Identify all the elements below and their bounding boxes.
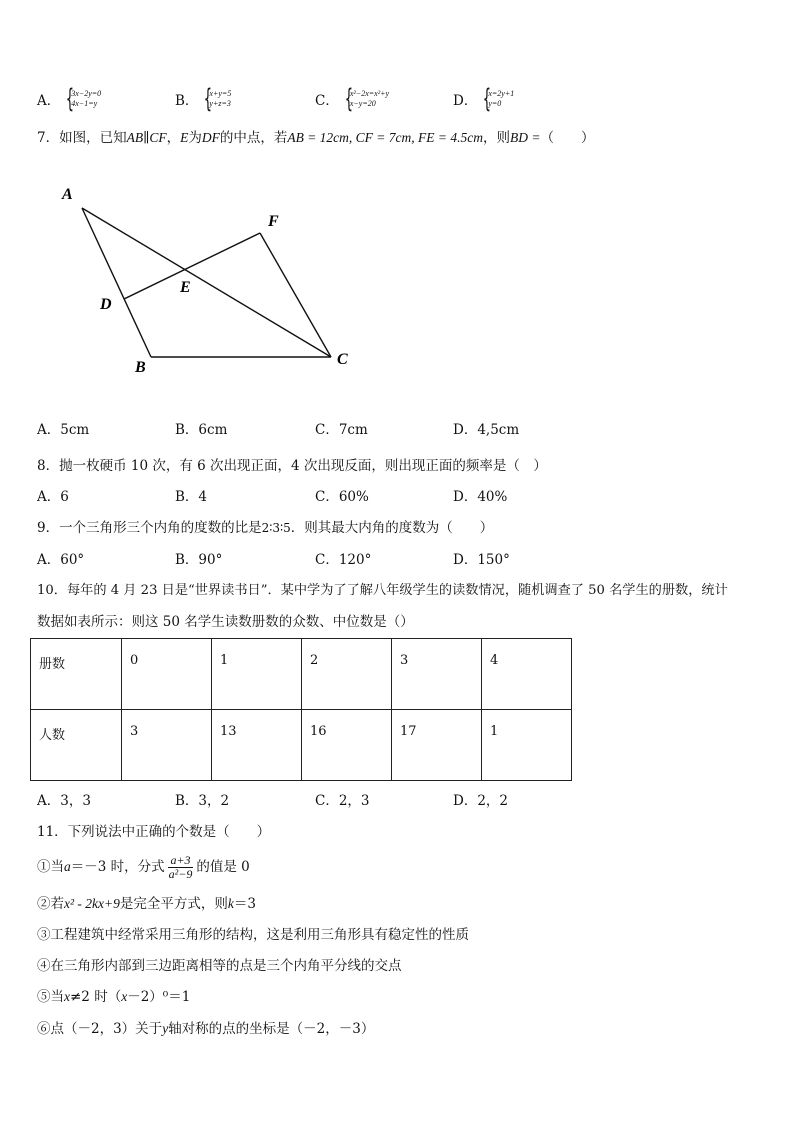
brace-icon: { — [204, 84, 213, 114]
table-row — [31, 710, 572, 781]
q9-option-c: C．120° — [315, 552, 372, 568]
segment-df — [124, 233, 260, 299]
label-a: A — [62, 186, 73, 203]
q7-option-b: B．6cm — [175, 422, 228, 438]
q11-statement-1: ①当a＝－3 时，分式 $\frac{a+3}{\text{a²−9}}$ 的值是 0 — [37, 853, 250, 881]
q10-option-c: C．2，3 — [315, 793, 370, 809]
brace-icon: { — [66, 84, 75, 114]
q10-data-table — [30, 638, 572, 781]
table-cell: 4 — [482, 639, 572, 710]
q10-question-line1: 10．每年的 4 月 23 日是“世界读书日”．某中学为了了解八年级学生的读数情况，随机调查了 50 名学生的册数，统计 — [37, 583, 728, 598]
table-cell: 1 — [212, 639, 302, 710]
q8-option-c: C．60% — [315, 489, 369, 505]
q11-statement-6: ⑥点（－2，3）关于y轴对称的点的坐标是（－2，－3） — [37, 1021, 375, 1037]
q7-option-a: A．5cm — [37, 422, 90, 438]
table-cell: 3 — [122, 710, 212, 781]
segment-ac — [82, 208, 331, 357]
q11-question: 11．下列说法中正确的个数是（ ） — [37, 824, 271, 840]
table-cell: 16 — [302, 710, 392, 781]
q8-question: 8．抛一枚硬币 10 次，有 6 次出现正面，4 次出现反面，则出现正面的频率是（ ） — [37, 458, 547, 474]
q9-option-b: B．90° — [175, 552, 223, 568]
brace-icon: { — [483, 84, 492, 114]
q9-question: 9．一个三角形三个内角的度数的比是2∶3∶5．则其最大内角的度数为（ ） — [37, 520, 494, 536]
label-c: C — [337, 351, 348, 368]
q8-option-b: B．4 — [175, 489, 208, 505]
table-cell: 1 — [482, 710, 572, 781]
table-cell: 0 — [122, 639, 212, 710]
table-cell: 17 — [392, 710, 482, 781]
table-cell: 3 — [392, 639, 482, 710]
label-f: F — [268, 213, 279, 230]
table-row — [31, 639, 572, 710]
segment-ab — [82, 208, 151, 357]
table-cell: 册数 — [31, 639, 122, 710]
q11-statement-4: ④在三角形内部到三边距离相等的点是三个内角平分线的交点 — [37, 958, 402, 974]
table-cell: 人数 — [31, 710, 122, 781]
table-cell: 2 — [302, 639, 392, 710]
brace-icon: { — [344, 84, 353, 114]
label-b: B — [135, 359, 146, 376]
q8-option-d: D．40% — [453, 489, 508, 505]
table-cell: 13 — [212, 710, 302, 781]
segment-cf — [260, 233, 331, 357]
q11-statement-2: ②若x² - 2kx+9是完全平方式，则k＝3 — [37, 896, 256, 912]
q9-option-a: A．60° — [37, 552, 85, 568]
label-e: E — [180, 279, 191, 296]
q6-option-d: D． { x=2y+1 y=0 — [453, 84, 515, 114]
q6-option-c: C． { x²−2x=x²+y x−y=20 — [315, 84, 390, 114]
q8-option-a: A．6 — [37, 489, 69, 505]
q7-option-d: D．4,5cm — [453, 422, 520, 438]
label-d: D — [100, 296, 112, 313]
q10-option-d: D．2，2 — [453, 793, 509, 809]
q7-option-c: C．7cm — [315, 422, 368, 438]
q11-statement-3: ③工程建筑中经常采用三角形的结构，这是利用三角形具有稳定性的性质 — [37, 927, 469, 943]
q11-statement-5: ⑤当x≠2 时（x－2）⁰＝1 — [37, 989, 191, 1005]
q10-question-line2: 数据如表所示：则这 50 名学生读数册数的众数、中位数是（） — [37, 614, 414, 630]
q6-option-b: B． { x+y=5 y+z=3 — [175, 84, 232, 114]
q9-option-d: D．150° — [453, 552, 510, 568]
q10-option-b: B．3，2 — [175, 793, 230, 809]
fraction: $\frac{a+3}{\text{a²−9}}$ — [168, 853, 193, 881]
q10-option-a: A．3，3 — [37, 793, 91, 809]
q7-geometry-figure — [0, 0, 794, 400]
q7-question: 7．如图，已知AB∥CF，E为DF的中点，若AB = 12cm, CF = 7cm, FE = 4.5cm，则BD =（ ） — [37, 130, 595, 146]
q6-option-a: A． { 3x−2y=0 4x−1=y — [37, 84, 102, 114]
